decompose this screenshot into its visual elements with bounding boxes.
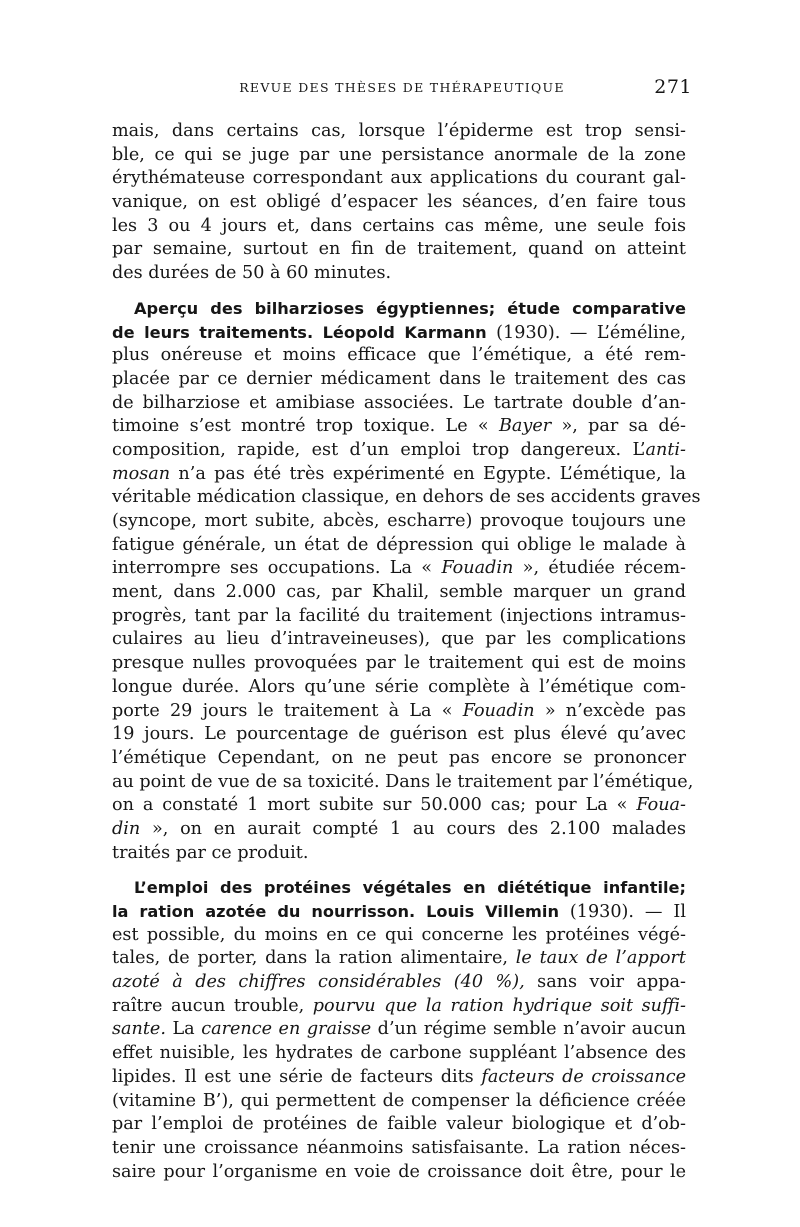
text-span: effet nuisible, les hydrates de carbone suppléant l’absence des	[112, 1043, 686, 1064]
text-line	[112, 924, 686, 948]
text-line	[112, 120, 686, 144]
text-span: interrompre ses occupations. La «	[112, 558, 442, 579]
text-span: par semaine, surtout en fin de traitement, quand on atteint	[112, 239, 686, 260]
text-span: ble, ce qui se juge par une persistance anormale de la zone	[112, 144, 686, 165]
text-span: des durées de 50 à 60 minutes.	[112, 263, 392, 284]
text-span: n’a pas été très expérimenté en Egypte. L’émétique, la	[170, 463, 686, 484]
text-line	[112, 534, 686, 558]
text-line	[112, 771, 694, 795]
text-span: fatigue générale, un état de dépression qui oblige le malade à	[112, 534, 686, 555]
text-span: l’émétique Cependant, on ne peut pas encore se prononcer	[112, 747, 686, 768]
italic-text: sante.	[112, 1019, 166, 1040]
text-span: (syncope, mort subite, abcès, escharre) provoque toujours une	[112, 511, 686, 531]
bold-text: de leurs traitements. Léopold Karmann	[112, 322, 487, 342]
text-line	[112, 167, 686, 191]
text-line	[112, 971, 686, 995]
text-line	[112, 995, 686, 1019]
text-line	[112, 486, 701, 510]
text-line	[112, 191, 686, 215]
text-span: par l’emploi de protéines de faible valeur biologique et d’ob-	[112, 1114, 686, 1135]
text-line	[112, 794, 686, 818]
text-span: 19 jours. Le pourcentage de guérison est plus élevé qu’avec	[112, 724, 686, 745]
text-line	[112, 628, 686, 652]
paragraph-gap	[112, 286, 686, 297]
text-line	[112, 1113, 686, 1137]
text-line	[112, 368, 686, 392]
text-line	[112, 723, 686, 747]
text-span: », étudiée récem-	[513, 558, 686, 579]
text-span: » n’excède pas	[534, 700, 686, 721]
text-line	[112, 842, 686, 866]
text-span: de bilharziose et amibiase associées. Le tartrate double d’an-	[112, 392, 686, 413]
text-span: traités par ce produit.	[112, 842, 309, 863]
text-span: (1930). — Il	[559, 902, 686, 922]
text-line	[112, 1090, 686, 1114]
text-span: ment, dans 2.000 cas, par Khalil, semble marquer un grand	[112, 582, 686, 603]
text-span: saire pour l’organisme en voie de croissance doit être, pour le	[112, 1161, 686, 1182]
running-title: REVUE DES THÈSES DE THÉRAPEUTIQUE	[239, 80, 565, 95]
text-span: les 3 ou 4 jours et, dans certains cas même, une seule fois	[112, 215, 686, 236]
text-span: porte 29 jours le traitement à La «	[112, 700, 463, 721]
text-span: tenir une croissance néanmoins satisfaisante. La ration néces-	[112, 1137, 686, 1158]
text-line	[112, 1042, 686, 1066]
italic-text: mosan	[112, 463, 171, 484]
text-line	[112, 876, 686, 900]
text-line	[112, 215, 686, 239]
text-line	[112, 321, 686, 345]
text-line	[112, 605, 686, 629]
italic-text: azoté à des chiffres considérables (40 %),	[112, 972, 525, 993]
text-line	[112, 747, 686, 771]
text-span: presque nulles provoquées par le traitement qui est de moins	[112, 653, 686, 674]
text-line	[112, 818, 686, 842]
text-span: tales, de porter, dans la ration alimentaire,	[112, 948, 516, 969]
italic-text: Fouadin	[441, 558, 514, 579]
text-span: lipides. Il est une série de facteurs dits	[112, 1066, 482, 1087]
bold-text: la ration azotée du nourrisson. Louis Villemin	[112, 902, 559, 921]
text-span: on a constaté 1 mort subite sur 50.000 cas; pour La «	[112, 795, 637, 816]
italic-text: le taux de l’apport	[515, 948, 686, 969]
body-text	[112, 120, 701, 1184]
text-span: (vitamine B’), qui permettent de compenser la déficience créée	[112, 1090, 686, 1111]
text-line	[112, 344, 686, 368]
text-line	[112, 947, 686, 971]
text-line	[112, 900, 686, 924]
text-span: », on en aurait compté 1 au cours des 2.100 malades	[140, 818, 686, 839]
text-span: placée par ce dernier médicament dans le traitement des cas	[112, 368, 686, 389]
text-line	[112, 557, 686, 581]
text-line	[112, 510, 686, 534]
bold-text: Aperçu des bilharzioses égyptiennes; étude comparative	[134, 298, 686, 318]
text-span: est possible, du moins en ce qui concerne les protéines végé-	[112, 924, 686, 945]
text-span: raître aucun trouble,	[112, 995, 313, 1016]
text-span: vanique, on est obligé d’espacer les séances, d’en faire tous	[112, 192, 686, 213]
text-span: La	[165, 1019, 202, 1040]
text-span: », par sa dé-	[551, 416, 686, 437]
text-line	[112, 144, 686, 168]
italic-text: facteurs de croissance	[481, 1066, 686, 1087]
text-span: au point de vue de sa toxicité. Dans le traitement par l’émétique,	[112, 771, 694, 792]
italic-text: Bayer	[499, 416, 552, 437]
text-line	[112, 1018, 686, 1042]
text-line	[112, 1066, 686, 1090]
text-span: longue durée. Alors qu’une série complète à l’émétique com-	[112, 676, 686, 697]
text-span: mais, dans certains cas, lorsque l’épiderme est trop sensi-	[112, 121, 686, 141]
text-line	[112, 463, 686, 487]
italic-text: carence en graisse	[201, 1019, 372, 1040]
text-span: culaires au lieu d’intraveineuses), que par les complications	[112, 629, 686, 650]
italic-text: anti-	[645, 439, 686, 460]
text-span: sans voir appa-	[524, 972, 686, 993]
text-span: timoine s’est montré trop toxique. Le «	[112, 416, 499, 437]
text-line	[112, 439, 686, 463]
text-span: érythémateuse correspondant aux applications du courant gal-	[112, 168, 686, 189]
text-line	[112, 297, 686, 321]
text-line	[112, 262, 686, 286]
italic-text: Fouadin	[462, 700, 535, 721]
text-line	[112, 415, 686, 439]
text-span: composition, rapide, est d’un emploi trop dangereux. L’	[112, 439, 646, 460]
text-line	[112, 652, 686, 676]
bold-text: L’emploi des protéines végétales en diététique infantile;	[134, 878, 686, 898]
text-line	[112, 581, 686, 605]
italic-text: pourvu que la ration hydrique soit suffi-	[312, 995, 686, 1016]
text-span: progrès, tant par la facilité du traitement (injections intramus-	[112, 605, 686, 626]
text-line	[112, 1161, 686, 1185]
text-line	[112, 392, 686, 416]
italic-text: Foua-	[636, 795, 686, 816]
text-line	[112, 676, 686, 700]
page-header	[112, 76, 692, 102]
page-number: 271	[654, 76, 692, 98]
text-line	[112, 238, 686, 262]
text-span: d’un régime semble n’avoir aucun	[371, 1019, 686, 1040]
text-span: véritable médication classique, en dehors de ses accidents graves	[112, 487, 701, 508]
text-span: plus onéreuse et moins efficace que l’émétique, a été rem-	[112, 345, 686, 366]
text-span: (1930). — L’éméline,	[486, 322, 686, 343]
text-line	[112, 700, 686, 724]
text-line	[112, 1137, 686, 1161]
paragraph-gap	[112, 865, 686, 876]
italic-text: din	[112, 818, 141, 839]
